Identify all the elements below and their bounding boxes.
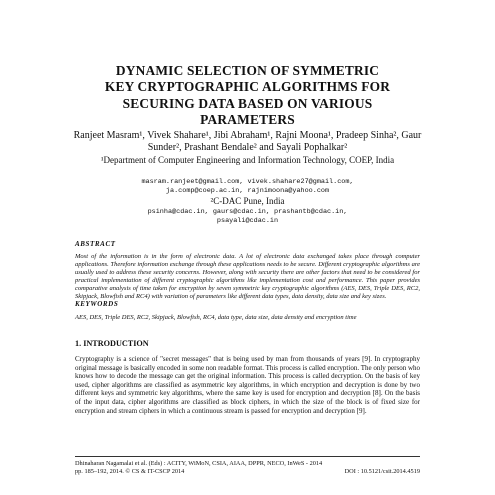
introduction-text: Cryptography is a science of "secret messages" that is being used by man from thousands of years [9]. In cryptography original message is basically encoded in some non readable format. This process is called encryption. The only person who knows how to decode the message can get the original information. This process is called decryption. On the basis of key used, cipher algorithms are classified as asymmetric key algorithms, in which encryption and decryption is done by two different keys and symmetric key algorithms, where the same key is used for encryption and decryption [8]. On the basis of the input data, cipher algorithms are classified as block ciphers, in which the size of the block is of fixed size for encryption and stream ciphers in which a continuous stream is passed for encryption and decryption [9]. xyxy=(75,355,420,415)
affiliation-coep: ¹Department of Computer Engineering and Information Technology, COEP, India xyxy=(100,155,395,165)
paper-title xyxy=(40,63,455,129)
abstract-text: Most of the information is in the form of electronic data. A lot of electronic data exchanged takes place through computer applications. Therefore information exchange through these applications needs to be secure. Different cryptographic algorithms are usually used to address these security concerns. However, along with security there are other factors that need to be considered for practical implementation of different cryptographic algorithms like implementation cost and performance. This paper provides comparative analysis of time taken for encryption by seven symmetric key cryptographic algorithms (AES, DES, Triple DES, RC2, Skipjack, Blowfish and RC4) with variation of parameters like different data types, data density, data size and key sizes. xyxy=(75,253,420,301)
footer-citation xyxy=(75,468,420,476)
section-heading-introduction: 1. INTRODUCTION xyxy=(75,339,149,348)
footer-pages: pp. 185–192, 2014. © CS & IT-CSCP 2014 xyxy=(75,468,185,475)
email-line: psayali@cdac.in xyxy=(216,216,279,225)
abstract-heading: ABSTRACT xyxy=(75,240,116,248)
emails-cdac xyxy=(60,208,435,225)
email-line: psinha@cdac.in, gaurs@cdac.in, prashantb@cdac.in, xyxy=(147,208,348,216)
affiliation-cdac: ²C-DAC Pune, India xyxy=(210,196,285,206)
author-list: Ranjeet Masram¹, Vivek Shahare¹, Jibi Abraham¹, Rajni Moona¹, Pradeep Sinha², Gaur Sunder², Prashant Bendale² and Sayali Pophalkar² xyxy=(73,130,422,153)
title-line: SECURING DATA BASED ON VARIOUS xyxy=(122,95,373,111)
keywords-heading: KEYWORDS xyxy=(75,300,119,308)
title-line: PARAMETERS xyxy=(200,112,295,128)
footer-divider xyxy=(75,456,420,457)
email-line: masram.ranjeet@gmail.com, vivek.shahare27@gmail.com, xyxy=(141,178,354,186)
email-line: ja.comp@coep.ac.in, rajnimoona@yahoo.com xyxy=(165,186,330,195)
title-line: KEY CRYPTOGRAPHIC ALGORITHMS FOR xyxy=(104,79,391,95)
emails-coep xyxy=(60,178,435,195)
keywords-text: AES, DES, Triple DES, RC2, Skipjack, Blowfish, RC4, data type, data size, data density and encryption time xyxy=(75,314,357,321)
footer-proceedings: Dhinaharan Nagamalai et al. (Eds) : ACITY, WiMoN, CSIA, AIAA, DPPR, NECO, InWeS - 2014 xyxy=(75,460,323,467)
footer-doi: DOI : 10.5121/csit.2014.4519 xyxy=(344,468,420,475)
title-line: DYNAMIC SELECTION OF SYMMETRIC xyxy=(115,63,380,78)
